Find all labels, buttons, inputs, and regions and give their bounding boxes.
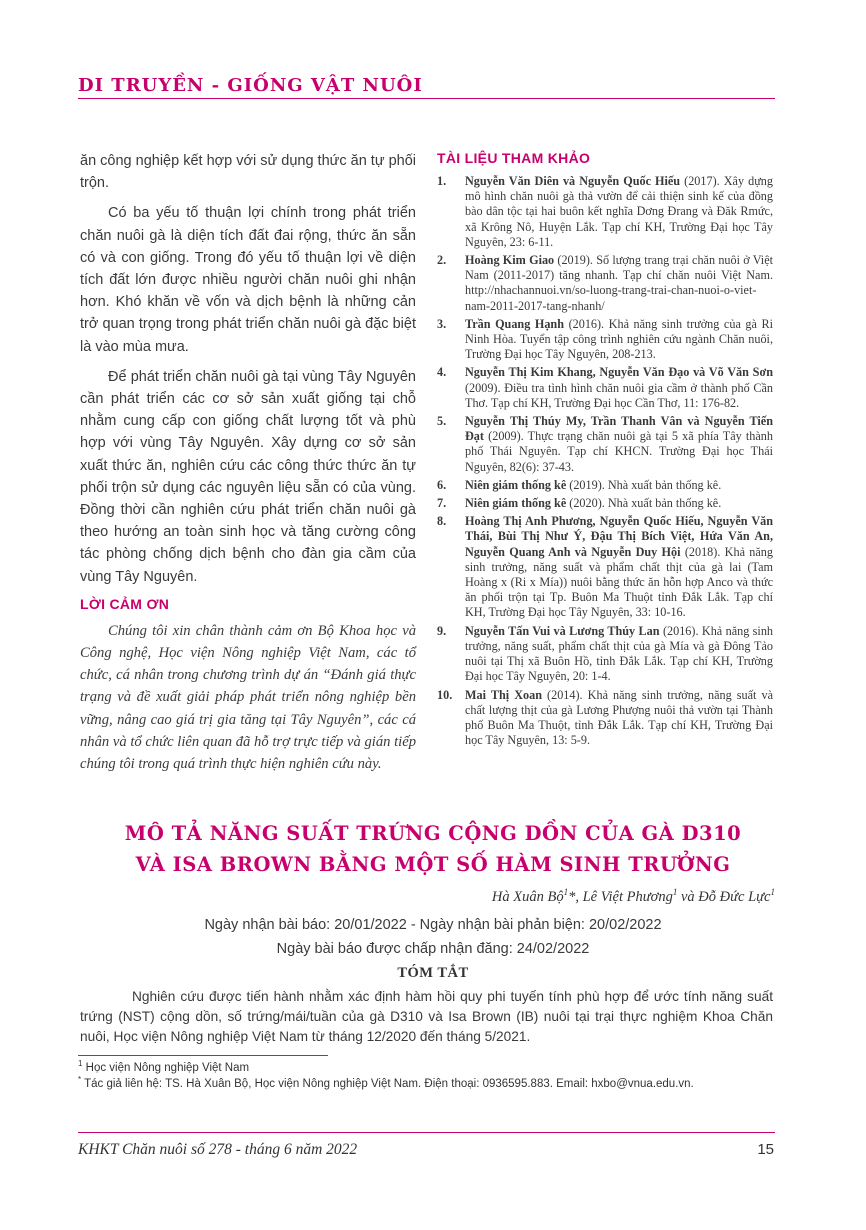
reference-item bbox=[437, 414, 773, 475]
author-name: Lê Việt Phương bbox=[582, 888, 673, 905]
reference-authors: Hoàng Kim Giao bbox=[465, 253, 555, 268]
author-name: Hà Xuân Bộ bbox=[491, 888, 564, 905]
header-rule bbox=[78, 98, 775, 99]
accepted-date: Ngày bài báo được chấp nhận đăng: 24/02/2022 bbox=[276, 941, 590, 957]
footnote-rule bbox=[78, 1055, 328, 1056]
reference-text: (2009). Điều tra tình hình chăn nuôi gia cầm ở thành phố Cần Thơ. Tạp chí KH, Trường Đại học Cần Thơ, 11: 176-82. bbox=[465, 380, 773, 410]
running-head-section: DI TRUYỀN - GIỐNG VẬT NUÔI bbox=[78, 75, 423, 96]
acknowledgement-heading: LỜI CẢM ƠN bbox=[80, 595, 170, 612]
reference-item bbox=[437, 514, 773, 620]
footer-journal-info: KHKT Chăn nuôi số 278 - tháng 6 năm 2022 bbox=[78, 1141, 358, 1158]
reference-item bbox=[437, 478, 773, 493]
reference-number: 8. bbox=[437, 514, 447, 529]
received-dates: Ngày nhận bài báo: 20/01/2022 - Ngày nhận bài phản biện: 20/02/2022 bbox=[204, 917, 662, 933]
reference-authors: Trần Quang Hạnh bbox=[465, 316, 564, 331]
abstract-text: Nghiên cứu được tiến hành nhằm xác định hàm hồi quy phi tuyến tính phù hợp để ước tính năng suất trứng (NST) cộng dồn, số trứng/mái/tuần của gà D310 và Isa Brown (IB) nuôi tại trại thực nghiệm Khoa Chăn nuôi, Học viện Nông nghiệp Việt Nam từ tháng 12/2020 đến tháng 5/2021. bbox=[80, 989, 773, 1044]
reference-number: 3. bbox=[437, 316, 447, 331]
abstract-heading: TÓM TẮT bbox=[397, 965, 469, 981]
reference-text: (2009). Thực trạng chăn nuôi gà tại 5 xã phía Tây thành phố Thái Nguyên. Tạp chí KHCN. Trường Đại học Thái Nguyên, 82(6): 37-43. bbox=[465, 429, 773, 474]
reference-number: 10. bbox=[437, 687, 453, 702]
reference-text: (2019). Số lượng trang trại chăn nuôi ở Việt Nam (2011-2017) tăng nhanh. Tạp chí chăn nuôi Việt Nam. http://nhachannuoi.vn/so-luong-trang-trai-chan-nuoi-o-viet-nam-2011-2017-tang-nhanh/ bbox=[465, 253, 773, 313]
acknowledgement-text: Chúng tôi xin chân thành cảm ơn Bộ Khoa học và Công nghệ, Học viện Nông nghiệp Việt Nam, các tổ chức, cá nhân trong chương trình dự án “Đánh giá thực trạng và đề xuất giải pháp phát triển nông nghiệp bền vững, nâng cao giá trị gia tăng tại Tây Nguyên”, các cá nhân và tổ chức liên quan đã hỗ trợ trực tiếp và gián tiếp chúng tôi trong quá trình thực hiện nghiên cứu này. bbox=[80, 622, 416, 773]
body-paragraph-2: Có ba yếu tố thuận lợi chính trong phát triển chăn nuôi gà là diện tích đất đai rộng, thức ăn sẵn có và con giống. Trong đó yếu tố thuận lợi về diện tích đất lớn được nhiều người chăn nuôi ghi nhận hơn. Khó khăn về vốn và dịch bệnh là những cản trở quan trọng trong phát triển chăn nuôi gà đặc biệt là vào mùa mưa. bbox=[80, 205, 416, 355]
author-separator: *, bbox=[568, 888, 583, 905]
author-separator: và bbox=[677, 888, 699, 905]
reference-authors: Hoàng Thị Anh Phương, Nguyễn Quốc Hiếu, Nguyễn Văn Thái, Bùi Thị Như Ý, Đậu Thị Bích Việt, Hứa Văn An, Nguyễn Quang Anh và Nguyễn Duy Hội bbox=[465, 514, 773, 559]
footnote-affiliation bbox=[78, 1059, 778, 1074]
references-heading: TÀI LIỆU THAM KHẢO bbox=[437, 150, 591, 166]
reference-authors: Niên giám thống kê bbox=[465, 477, 567, 492]
reference-authors: Nguyễn Thị Thúy My, Trần Thanh Vân và Nguyễn Tiến Đạt bbox=[465, 414, 773, 444]
footnote-corresponding-author bbox=[78, 1075, 778, 1090]
reference-authors: Nguyễn Tấn Vui và Lương Thúy Lan bbox=[465, 623, 660, 638]
reference-text: (2020). Nhà xuất bản thống kê. bbox=[566, 496, 722, 511]
reference-authors: Niên giám thống kê bbox=[465, 496, 567, 511]
reference-authors: Mai Thị Xoan bbox=[465, 687, 542, 702]
reference-authors: Nguyễn Thị Kim Khang, Nguyễn Văn Đạo và Võ Văn Sơn bbox=[465, 365, 773, 380]
reference-item bbox=[437, 496, 773, 511]
reference-number: 7. bbox=[437, 496, 447, 511]
reference-text: (2016). Khả năng sinh trưởng của gà Ri Ninh Hòa. Tuyển tập công trình nghiên cứu ngành Chăn nuôi, Trường Đại học Tây Nguyên, 208-213. bbox=[465, 316, 774, 362]
reference-number: 9. bbox=[437, 623, 447, 638]
footnote-text: Học viện Nông nghiệp Việt Nam bbox=[82, 1061, 250, 1074]
footnote-mark: * bbox=[78, 1075, 82, 1084]
article-authors bbox=[78, 887, 775, 906]
reference-item bbox=[437, 365, 773, 411]
author-name: Đỗ Đức Lực bbox=[698, 888, 771, 905]
reference-text: (2019). Nhà xuất bản thống kê. bbox=[566, 477, 722, 492]
reference-text: (2017). Xây dựng mô hình chăn nuôi gà thả vườn để cải thiện sinh kế của đồng bào dân tộc tại hai buôn kết nghĩa Dơng Đrang và Đăk Rmức, xã Krông Nô, Huyện Lắk. Tạp chí KH, Trường Đại học Tây Nguyên, 23: 6-11. bbox=[465, 174, 773, 249]
reference-item bbox=[437, 624, 773, 685]
reference-item bbox=[437, 317, 773, 363]
article-title-line-1: MÔ TẢ NĂNG SUẤT TRỨNG CỘNG DỒN CỦA GÀ D310 bbox=[124, 822, 742, 845]
body-paragraph-3: Để phát triển chăn nuôi gà tại vùng Tây Nguyên cần phát triển các cơ sở sản xuất giống tại chỗ nhằm cung cấp con giống chất lượng tốt và phù hợp với vùng Tây Nguyên. Xây dựng cơ sở sản xuất thức ăn, nghiên cứu các công thức thức ăn tự phối trộn sử dụng các nguyên liệu sẵn có của vùng. Đồng thời cần nghiên cứu phát triển chăn nuôi gà theo hướng an toàn sinh học và tăng cường công tác phòng chống dịch bệnh cho đàn gia cầm của vùng Tây Nguyên. bbox=[80, 368, 416, 585]
affiliation-mark: 1 bbox=[563, 887, 569, 897]
reference-authors: Nguyễn Văn Diên và Nguyễn Quốc Hiếu bbox=[465, 174, 681, 188]
reference-text: (2018). Khả năng sinh trưởng, năng suất và phẩm chất thịt của gà lai (Tam Hoàng x (Ri x Mía)) nuôi bằng thức ăn hỗn hợp Anco và thức ăn phối trộn tại Tp. Buôn Ma Thuột tỉnh Đắk Lắk. Tạp chí KH, Trường Đại học Tây Nguyên, 33: 10-16. bbox=[465, 544, 773, 620]
footnote-text: Tác giả liên hệ: TS. Hà Xuân Bộ, Học viện Nông nghiệp Việt Nam. Điện thoại: 0936595.883. Email: hxbo@vnua.edu.vn. bbox=[81, 1077, 694, 1090]
reference-text: (2016). Khả năng sinh trưởng, năng suất, phẩm chất thịt của gà Mía và gà Đông Tảo nuôi tại Thị xã Buôn Hồ, tỉnh Đắk Lắk. Tạp chí KH, Trường Đại học Tây Nguyên, 20: 1-4. bbox=[465, 623, 774, 684]
body-paragraph-1: ăn công nghiệp kết hợp với sử dụng thức ăn tự phối trộn. bbox=[80, 153, 416, 192]
reference-item bbox=[437, 688, 773, 749]
article-title-line-2: VÀ ISA BROWN BẰNG MỘT SỐ HÀM SINH TRƯỞNG bbox=[135, 853, 731, 876]
reference-number: 1. bbox=[437, 174, 447, 188]
left-column bbox=[80, 150, 416, 775]
reference-text: (2014). Khả năng sinh trưởng, năng suất và chất lượng thịt của gà Lương Phượng nuôi thả vườn tại Thành phố Buôn Ma Thuột, tỉnh Đắk Lắk. Tạp chí KH, Trường Đại học Tây Nguyên, 13: 5-9. bbox=[465, 687, 774, 748]
reference-item bbox=[437, 253, 773, 314]
right-column bbox=[437, 150, 773, 751]
reference-number: 2. bbox=[437, 253, 447, 268]
reference-number: 6. bbox=[437, 477, 447, 492]
footer-rule bbox=[78, 1132, 775, 1133]
footnote-mark: 1 bbox=[78, 1059, 83, 1068]
affiliation-mark: 1 bbox=[672, 887, 678, 897]
page-number: 15 bbox=[757, 1141, 774, 1158]
reference-number: 5. bbox=[437, 414, 447, 429]
reference-item bbox=[437, 174, 773, 250]
reference-list bbox=[437, 174, 773, 748]
reference-number: 4. bbox=[437, 365, 447, 380]
affiliation-mark: 1 bbox=[770, 887, 775, 897]
